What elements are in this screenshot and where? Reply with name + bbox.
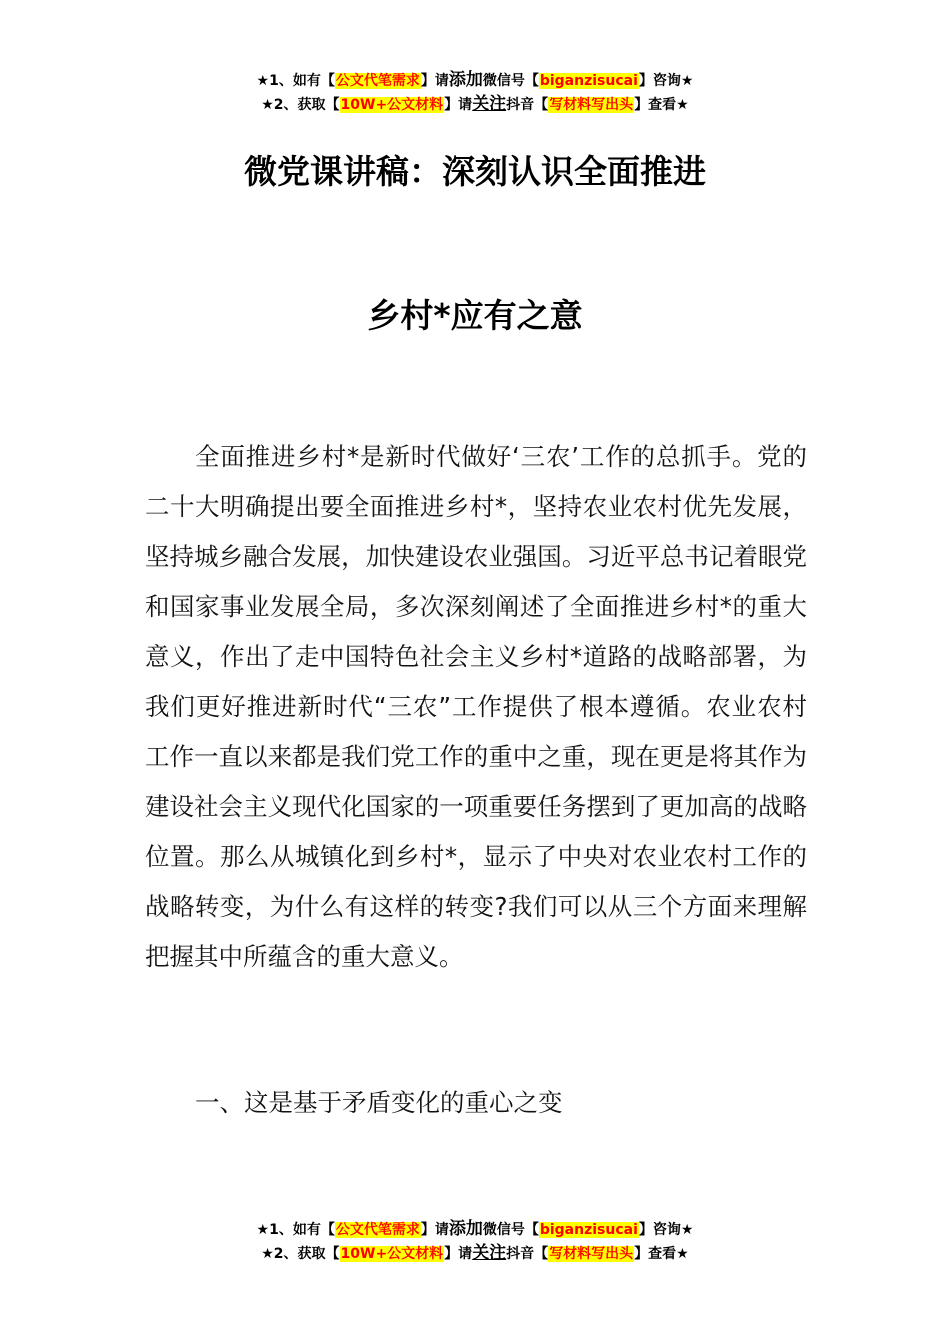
section-heading: 一、这是基于矛盾变化的重心之变 bbox=[195, 1088, 563, 1117]
highlight-wechat-id: biganzisucai bbox=[539, 73, 638, 89]
body-paragraph: 全面推进乡村*是新时代做好‘三农’工作的总抓手。党的二十大明确提出要全面推进乡村*，坚持农业农村优先发展，坚持城乡融合发展，加快建设农业强国。习近平总书记着眼党和国家事业发展全局，多次深刻阐述了全面推进乡村*的重大意义，作出了走中国特色社会主义乡村*道路的战略部署，为我们更好推进新时代“三农”工作提供了根本遵循。农业农村工作一直以来都是我们党工作的重中之重，现在更是将其作为建设社会主义现代化国家的一项重要任务摆到了更加高的战略位置。那么从城镇化到乡村*，显示了中央对农业农村工作的战略转变，为什么有这样的转变?我们可以从三个方面来理解把握其中所蕴含的重大意义。 bbox=[145, 442, 807, 971]
highlight-service: 公文代笔需求 bbox=[335, 1222, 420, 1238]
banner-line-2: ★2、获取【10W+公文材料】请关注抖音【写材料写出头】查看★ bbox=[261, 1243, 689, 1263]
highlight-douyin-account: 写材料写出头 bbox=[549, 97, 634, 113]
banner-line-1: ★1、如有【公文代笔需求】请添加微信号【biganzisucai】咨询★ bbox=[256, 1219, 694, 1239]
document-title-line-1: 微党课讲稿：深刻认识全面推进 bbox=[244, 152, 706, 191]
highlight-materials: 10W+公文材料 bbox=[340, 1246, 444, 1262]
emphasis-add: 添加 bbox=[448, 70, 483, 90]
header-banner bbox=[0, 69, 950, 117]
emphasis-add: 添加 bbox=[448, 1219, 483, 1239]
document-title-line-2: 乡村*应有之意 bbox=[367, 296, 583, 335]
highlight-wechat-id: biganzisucai bbox=[539, 1222, 638, 1238]
highlight-service: 公文代笔需求 bbox=[335, 73, 420, 89]
footer-banner bbox=[0, 1218, 950, 1266]
banner-line-2: ★2、获取【10W+公文材料】请关注抖音【写材料写出头】查看★ bbox=[261, 94, 689, 114]
highlight-douyin-account: 写材料写出头 bbox=[549, 1246, 634, 1262]
highlight-materials: 10W+公文材料 bbox=[340, 97, 444, 113]
banner-line-1: ★1、如有【公文代笔需求】请添加微信号【biganzisucai】咨询★ bbox=[256, 70, 694, 90]
emphasis-follow: 关注 bbox=[472, 1243, 507, 1263]
emphasis-follow: 关注 bbox=[472, 94, 507, 114]
